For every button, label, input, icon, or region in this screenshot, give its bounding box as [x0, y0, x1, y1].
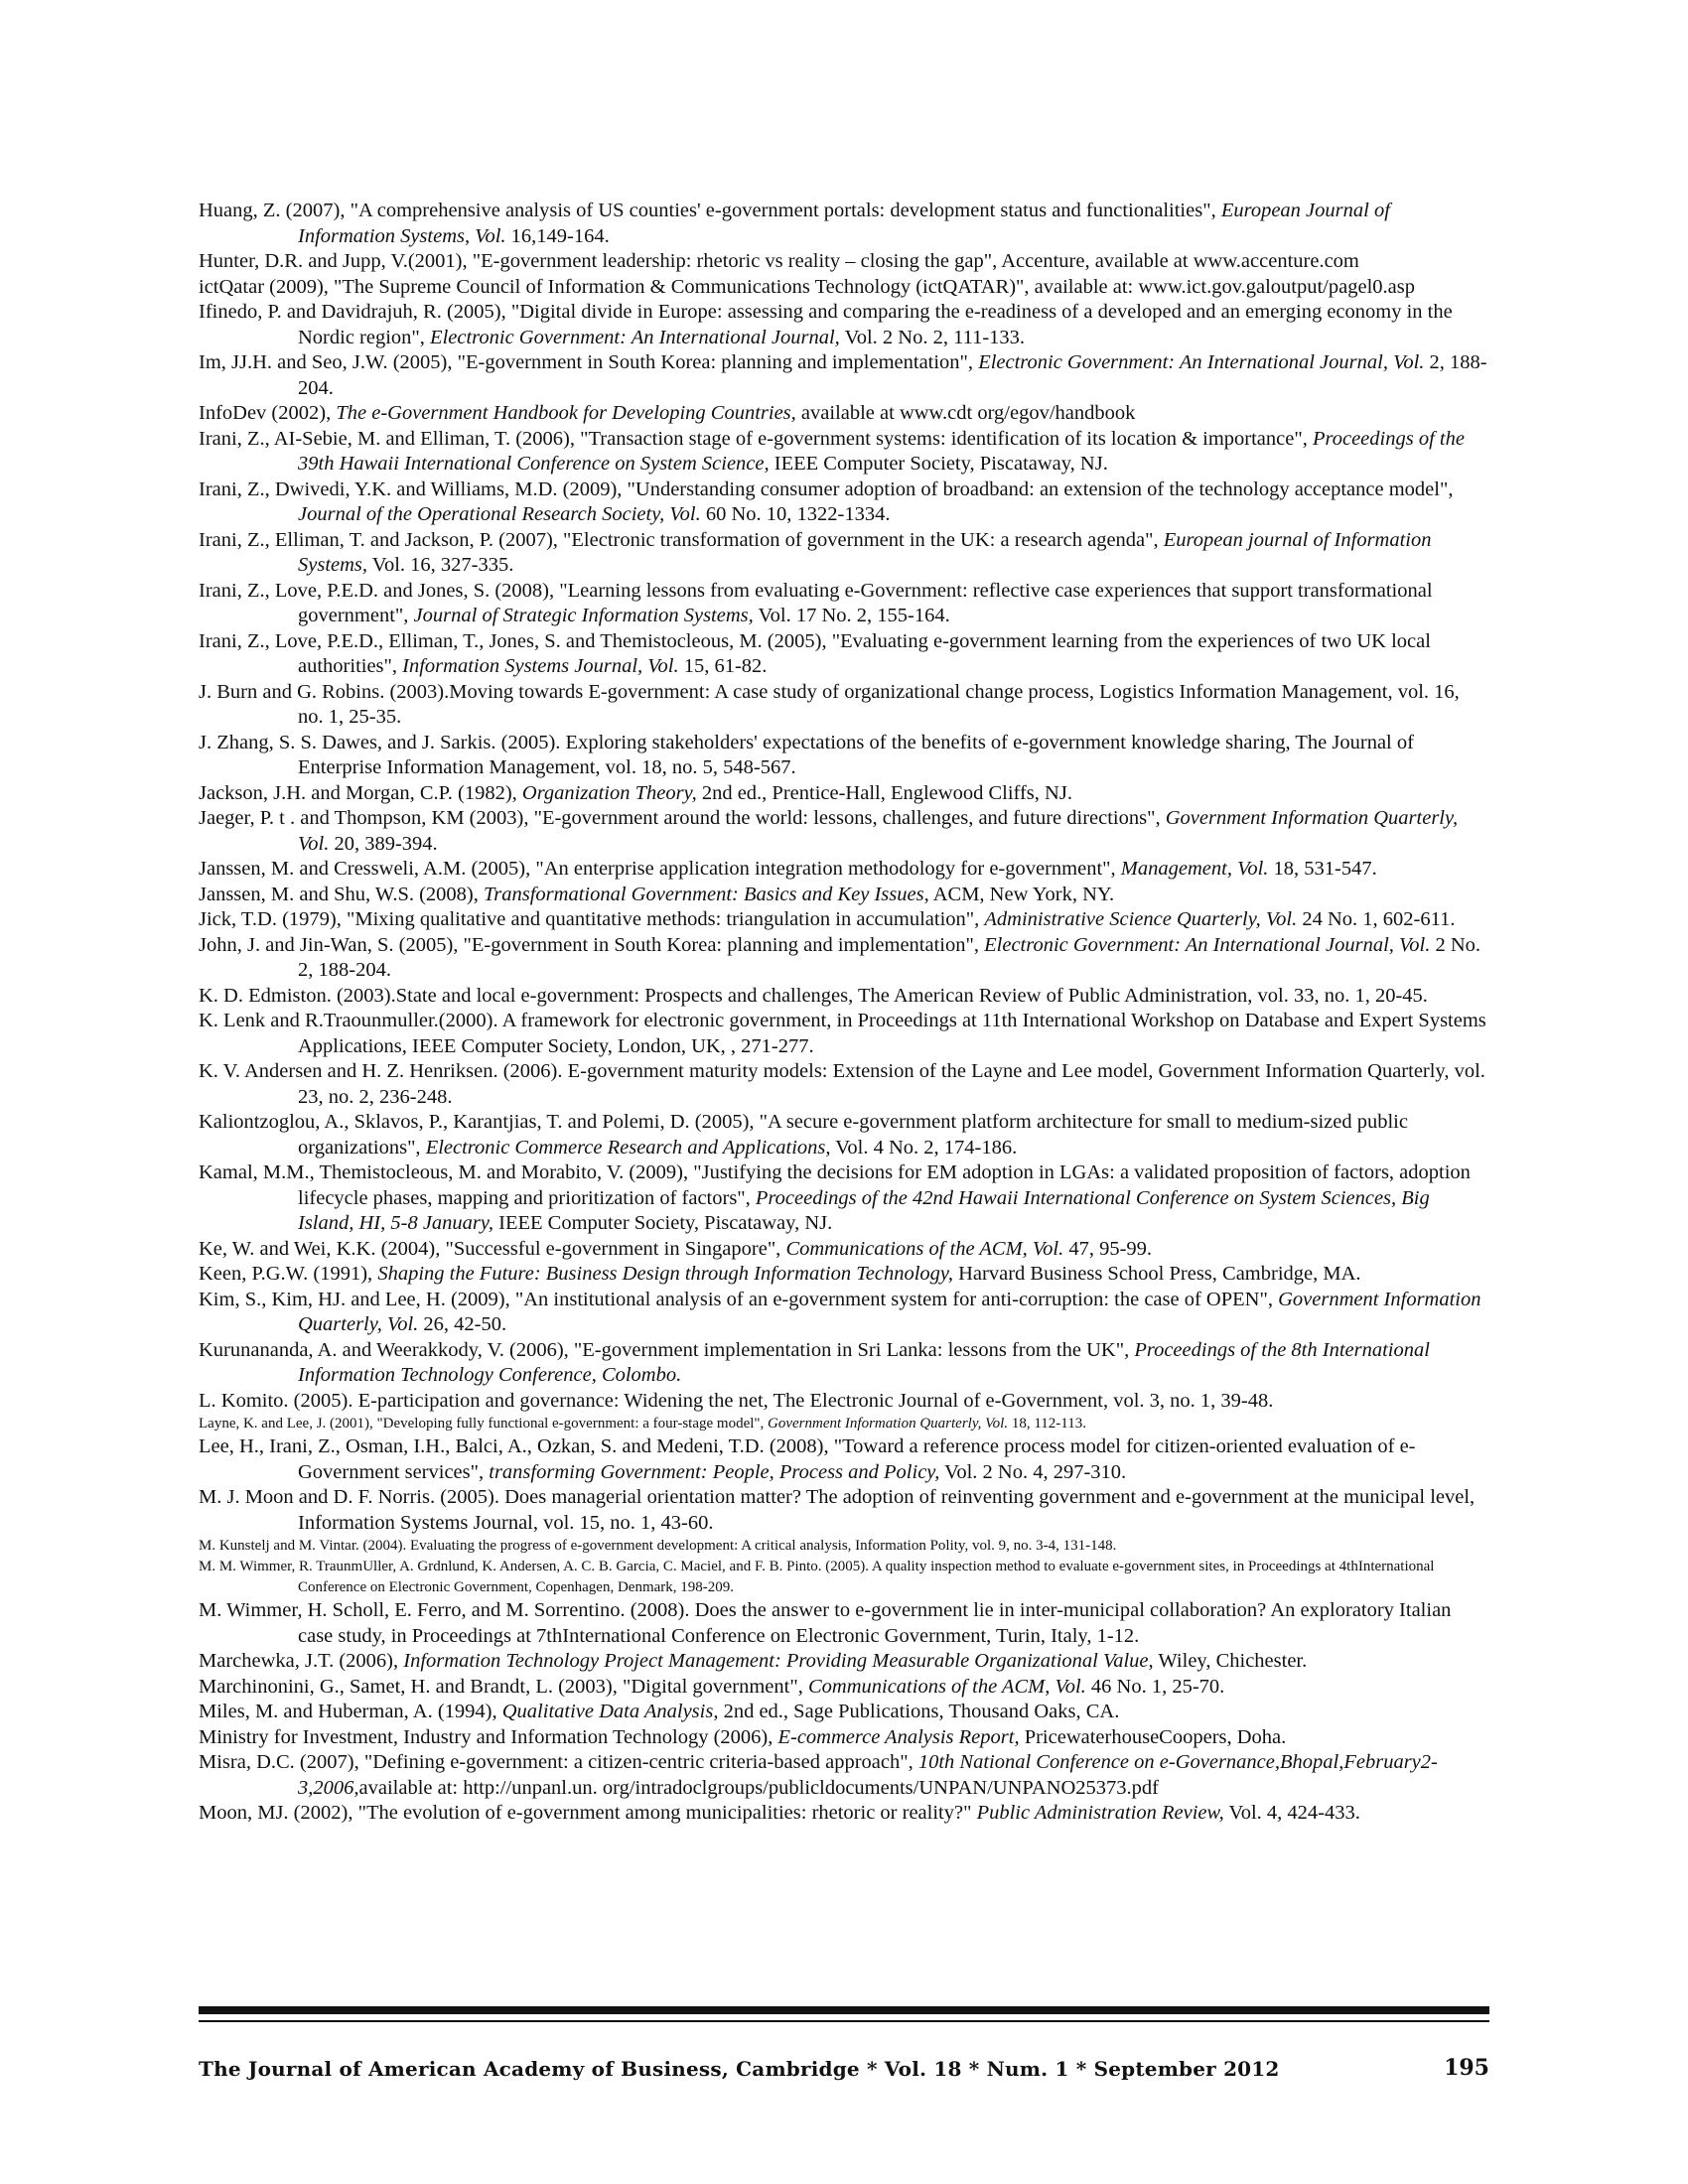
reference-source-italic: Journal of Strategic Information Systems, [413, 605, 754, 626]
reference-details: 2 No. 2, 188-204. [298, 933, 1481, 981]
reference-source-italic: Communications of the ACM, Vol. [807, 1675, 1086, 1698]
reference-text: Kurunananda, A. and Weerakkody, V. (2006), "E-government implementation in Sri Lanka: lessons from the UK", [199, 1338, 1135, 1361]
reference-source-italic: Information Systems Journal, Vol. [402, 655, 679, 677]
reference-details: 18, 531-547. [1268, 858, 1377, 880]
reference-text: Kim, S., Kim, HJ. and Lee, H. (2009), "An institutional analysis of an e-government system for anti-corruption: the case of OPEN", [199, 1288, 1279, 1310]
reference-details: IEEE Computer Society, Piscataway, NJ. [493, 1212, 833, 1234]
reference-entry [199, 1725, 1489, 1751]
reference-text: M. Wimmer, H. Scholl, E. Ferro, and M. Sorrentino. (2008). Does the answer to e-government lie in inter-municipal collaboration? An exploratory Italian case study, in Proceedings at 7thInternational Conference on Electronic Government, Turin, Italy, 1-12. [199, 1599, 1452, 1647]
reference-entry [199, 1414, 1489, 1434]
reference-source-italic: European Journal of Information Systems, Vol. [298, 200, 1390, 247]
reference-entry [199, 401, 1489, 427]
reference-details: 2nd ed., Prentice-Hall, Englewood Cliffs, NJ. [696, 781, 1072, 804]
reference-source-italic: European journal of Information Systems, [298, 528, 1432, 576]
reference-entry [199, 629, 1489, 680]
reference-text: Jackson, J.H. and Morgan, C.P. (1982), [199, 781, 522, 804]
reference-text: J. Zhang, S. S. Dawes, and J. Sarkis. (2005). Exploring stakeholders' expectations of the benefits of e-government knowledge sharing, The Journal of Enterprise Information Management, vol. 18, no. 5, 548-567. [199, 731, 1414, 778]
reference-details: 2nd ed., Sage Publications, Thousand Oaks, CA. [718, 1701, 1120, 1722]
reference-entry [199, 883, 1489, 908]
reference-text: K. D. Edmiston. (2003).State and local e-government: Prospects and challenges, The American Review of Public Administration, vol. 33, no. 1, 20-45. [199, 984, 1428, 1007]
reference-entry [199, 427, 1489, 478]
reference-entry [199, 1110, 1489, 1160]
reference-text: Moon, MJ. (2002), "The evolution of e-government among municipalities: rhetoric or reality?" [199, 1802, 977, 1824]
reference-text: Im, JJ.H. and Seo, J.W. (2005), "E-government in South Korea: planning and implementation", [199, 351, 979, 373]
reference-entry [199, 528, 1489, 579]
reference-text: InfoDev (2002), [199, 402, 337, 424]
reference-text: Janssen, M. and Cressweli, A.M. (2005), "An enterprise application integration methodology for e-government", [199, 858, 1121, 880]
reference-source-italic: Electronic Government: An International Journal, Vol. [984, 933, 1431, 956]
reference-details: Harvard Business School Press, Cambridge, MA. [952, 1263, 1361, 1285]
reference-source-italic: Journal of the Operational Research Society, Vol. [298, 503, 701, 525]
reference-text: Hunter, D.R. and Jupp, V.(2001), "E-government leadership: rhetoric vs reality – closing the gap", Accenture, available at www.accenture.com [199, 250, 1359, 272]
reference-details: Wiley, Chichester. [1153, 1650, 1308, 1672]
reference-text: L. Komito. (2005). E-participation and governance: Widening the net, The Electronic Journal of e-Government, vol. 3, no. 1, 39-48. [199, 1389, 1274, 1412]
reference-text: Irani, Z., Elliman, T. and Jackson, P. (2007), "Electronic transformation of government in the UK: a research agenda", [199, 528, 1164, 551]
reference-source-italic: transforming Government: People, Process and Policy, [489, 1460, 940, 1483]
reference-text: Irani, Z., Love, P.E.D. and Jones, S. (2008), "Learning lessons from evaluating e-Government: reflective case experiences that support transformational government", [199, 579, 1433, 626]
reference-entry [199, 933, 1489, 984]
reference-text: Ke, W. and Wei, K.K. (2004), "Successful e-government in Singapore", [199, 1237, 786, 1260]
reference-source-italic: Electronic Commerce Research and Applications, [425, 1136, 831, 1159]
reference-source-italic: Proceedings of the 8th International Information Technology Conference, Colombo. [298, 1338, 1430, 1386]
reference-details: Vol. 4 No. 2, 174-186. [830, 1136, 1018, 1159]
reference-text: Lee, H., Irani, Z., Osman, I.H., Balci, A., Ozkan, S. and Medeni, T.D. (2008), "Toward a reference process model for citizen-oriented evaluation of e-Government services", [199, 1435, 1416, 1483]
reference-text: Irani, Z., AI-Sebie, M. and Elliman, T. (2006), "Transaction stage of e-government systems: identification of its location & importance", [199, 427, 1313, 450]
reference-source-italic: Public Administration Review, [976, 1802, 1224, 1824]
reference-text: Ifinedo, P. and Davidrajuh, R. (2005), "Digital divide in Europe: assessing and comparing the e-readiness of a developed and an emerging economy in the Nordic region", [199, 301, 1453, 348]
reference-entry [199, 1160, 1489, 1237]
reference-details: Vol. 17 No. 2, 155-164. [753, 605, 950, 626]
reference-text: Marchewka, J.T. (2006), [199, 1650, 404, 1672]
reference-text: J. Burn and G. Robins. (2003).Moving towards E-government: A case study of organizational change process, Logistics Information Management, vol. 16, no. 1, 25-35. [199, 680, 1460, 728]
reference-entry [199, 1598, 1489, 1649]
reference-text: Keen, P.G.W. (1991), [199, 1263, 378, 1285]
reference-text: John, J. and Jin-Wan, S. (2005), "E-government in South Korea: planning and implementation", [199, 933, 985, 956]
reference-source-italic: Government Information Quarterly, Vol. [298, 1288, 1481, 1335]
reference-details: 2, 188-204. [298, 351, 1487, 399]
reference-source-italic: Organization Theory, [521, 781, 697, 804]
reference-details: ACM, New York, NY. [928, 883, 1115, 905]
reference-text: Misra, D.C. (2007), "Defining e-government: a citizen-centric criteria-based approach", [199, 1751, 918, 1773]
reference-entry [199, 1801, 1489, 1827]
reference-entry [199, 199, 1489, 249]
reference-details: 47, 95-99. [1063, 1237, 1153, 1260]
reference-text: Irani, Z., Dwivedi, Y.K. and Williams, M.D. (2009), "Understanding consumer adoption of broadband: an extension of the technology acceptance model", [199, 478, 1454, 500]
reference-details: 26, 42-50. [418, 1313, 507, 1335]
reference-entry [199, 1557, 1489, 1598]
reference-text: Marchinonini, G., Samet, H. and Brandt, L. (2003), "Digital government", [199, 1675, 808, 1698]
reference-source-italic: E-commerce Analysis Report, [777, 1725, 1020, 1748]
reference-details: 24 No. 1, 602-611. [1297, 908, 1456, 930]
reference-text: Kaliontzoglou, A., Sklavos, P., Karantjias, T. and Polemi, D. (2005), "A secure e-government platform architecture for small to medium-sized public organizations", [199, 1111, 1408, 1159]
reference-text: Jaeger, P. t . and Thompson, KM (2003), "E-government around the world: lessons, challenges, and future directions", [199, 807, 1166, 829]
reference-details: Vol. 4, 424-433. [1223, 1802, 1360, 1824]
reference-text: M. J. Moon and D. F. Norris. (2005). Does managerial orientation matter? The adoption of reinventing government and e-government at the municipal level, Information Systems Journal, vol. 15, no. 1, 43-60. [199, 1486, 1476, 1534]
reference-source-italic: Administrative Science Quarterly, Vol. [984, 908, 1298, 930]
reference-details: available at: http://unpanl.un. org/intradoclgroups/publicldocuments/UNPAN/UNPANO25373.pdf [358, 1776, 1160, 1799]
reference-entry [199, 1434, 1489, 1485]
reference-details: 46 No. 1, 25-70. [1085, 1675, 1225, 1698]
reference-details: Vol. 2 No. 4, 297-310. [939, 1460, 1127, 1483]
reference-entry [199, 731, 1489, 781]
reference-entry [199, 1485, 1489, 1536]
reference-details: available at www.cdt org/egov/handbook [795, 402, 1136, 424]
reference-source-italic: Electronic Government: An International Journal, [430, 326, 840, 348]
reference-entry [199, 1009, 1489, 1059]
reference-text: Ministry for Investment, Industry and Information Technology (2006), [199, 1725, 778, 1748]
reference-text: Layne, K. and Lee, J. (2001), "Developing fully functional e-government: a four-stage model", [199, 1416, 769, 1432]
reference-details: 16,149-164. [505, 224, 610, 247]
reference-entry [199, 1288, 1489, 1338]
reference-details: 18, 112-113. [1008, 1416, 1086, 1432]
reference-entry [199, 1262, 1489, 1288]
reference-source-italic: Government Information Quarterly, Vol. [298, 807, 1459, 855]
reference-text: M. Kunstelj and M. Vintar. (2004). Evaluating the progress of e-government development: A critical analysis, Information Polity, vol. 9, no. 3-4, 131-148. [199, 1538, 1117, 1554]
reference-source-italic: Transformational Government: Basics and Key Issues, [484, 883, 929, 905]
reference-entry [199, 1237, 1489, 1263]
reference-entry [199, 1389, 1489, 1415]
reference-entry [199, 1338, 1489, 1389]
reference-entry [199, 1059, 1489, 1110]
reference-text: ictQatar (2009), "The Supreme Council of Information & Communications Technology (ictQATAR)", available at: www.ict.gov.galoutput/pagel0.asp [199, 275, 1415, 298]
reference-entry [199, 275, 1489, 301]
reference-text: Miles, M. and Huberman, A. (1994), [199, 1701, 502, 1722]
reference-entry [199, 857, 1489, 883]
reference-source-italic: Proceedings of the 39th Hawaii International Conference on System Science, [298, 427, 1465, 475]
reference-source-italic: Shaping the Future: Business Design through Information Technology, [377, 1263, 953, 1285]
reference-entry [199, 1649, 1489, 1675]
reference-entry [199, 579, 1489, 629]
reference-source-italic: 10th National Conference on e-Governance,Bhopal,February2-3,2006, [298, 1751, 1438, 1799]
reference-text: M. M. Wimmer, R. TraunmUller, A. Grdnlund, K. Andersen, A. C. B. Garcia, C. Maciel, and F. B. Pinto. (2005). A quality inspection method to evaluate e-government sites, in Proceedings at 4thInternational Conference on Electronic Government, Copenhagen, Denmark, 198-209. [199, 1559, 1435, 1595]
reference-entry [199, 984, 1489, 1010]
reference-details: 20, 389-394. [329, 832, 438, 855]
reference-details: PricewaterhouseCoopers, Doha. [1019, 1725, 1287, 1748]
reference-text: Kamal, M.M., Themistocleous, M. and Morabito, V. (2009), "Justifying the decisions for EM adoption in LGAs: a validated proposition of factors, adoption lifecycle phases, mapping and prioritization of factors", [199, 1161, 1471, 1209]
reference-source-italic: The e-Government Handbook for Developing Countries, [336, 402, 796, 424]
reference-source-italic: Information Technology Project Management: Providing Measurable Organizational Value, [403, 1650, 1154, 1672]
journal-footer-title: The Journal of American Academy of Business, Cambridge * Vol. 18 * Num. 1 * September 2012 [199, 2057, 1280, 2081]
reference-entry [199, 680, 1489, 731]
reference-list [199, 199, 1489, 1827]
reference-details: Vol. 2 No. 2, 111-133. [839, 326, 1026, 348]
reference-source-italic: Management, Vol. [1120, 858, 1269, 880]
reference-text: Jick, T.D. (1979), "Mixing qualitative and quantitative methods: triangulation in accumulation", [199, 908, 985, 930]
reference-entry [199, 907, 1489, 933]
reference-details: IEEE Computer Society, Piscataway, NJ. [769, 453, 1108, 475]
reference-source-italic: Proceedings of the 42nd Hawaii International Conference on System Sciences, Big Island, HI, 5-8 January, [298, 1186, 1430, 1234]
reference-details: 15, 61-82. [678, 655, 768, 677]
page-number: 195 [1444, 2055, 1489, 2081]
reference-entry [199, 478, 1489, 528]
reference-details: Vol. 16, 327-335. [367, 554, 514, 576]
reference-text: Huang, Z. (2007), "A comprehensive analysis of US counties' e-government portals: development status and functionalities", [199, 200, 1221, 221]
reference-text: K. V. Andersen and H. Z. Henriksen. (2006). E-government maturity models: Extension of the Layne and Lee model, Government Information Quarterly, vol. 23, no. 2, 236-248. [199, 1060, 1485, 1108]
footer-rule-thick [199, 2006, 1489, 2014]
reference-entry [199, 1750, 1489, 1801]
reference-text: Janssen, M. and Shu, W.S. (2008), [199, 883, 485, 905]
reference-entry [199, 1675, 1489, 1701]
reference-entry [199, 300, 1489, 350]
reference-text: Irani, Z., Love, P.E.D., Elliman, T., Jones, S. and Themistocleous, M. (2005), "Evaluating e-government learning from the experiences of two UK local authorities", [199, 629, 1431, 677]
reference-entry [199, 806, 1489, 857]
reference-source-italic: Qualitative Data Analysis, [501, 1701, 719, 1722]
reference-entry [199, 1536, 1489, 1557]
reference-details: 60 No. 10, 1322-1334. [700, 503, 891, 525]
reference-source-italic: Government Information Quarterly, Vol. [768, 1416, 1009, 1432]
footer-rule-thin [199, 2020, 1489, 2022]
reference-source-italic: Electronic Government: An International Journal, Vol. [978, 351, 1425, 373]
reference-entry [199, 350, 1489, 401]
reference-entry [199, 781, 1489, 807]
reference-entry [199, 249, 1489, 275]
reference-entry [199, 1700, 1489, 1725]
reference-source-italic: Communications of the ACM, Vol. [785, 1237, 1064, 1260]
reference-text: K. Lenk and R.Traounmuller.(2000). A framework for electronic government, in Proceedings at 11th International Workshop on Database and Expert Systems Applications, IEEE Computer Society, London, UK, , 271-277. [199, 1010, 1486, 1057]
